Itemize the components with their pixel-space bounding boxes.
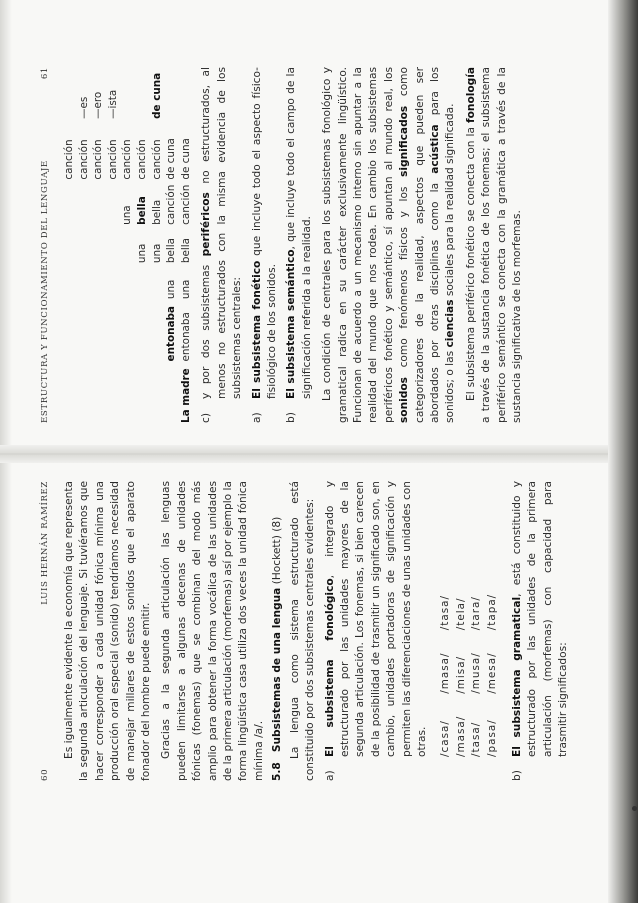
section-number: 5.8 bbox=[271, 762, 284, 781]
table-cell: /tara/ bbox=[470, 596, 483, 631]
item-body bbox=[323, 481, 431, 757]
item-label: a) bbox=[323, 770, 336, 781]
paragraph-second-articulation: Gracias a la segunda articulación las lenguas pueden limitarse a algunas decenas de unidades fónicas (fonemas) que se combinan del modo más amplio para obtener la forma vocálica de las unidades de la primera articulación (morfemas) así por ejemplo la forma lingüística casa utiliza dos veces la unidad fónica mínima /a/. bbox=[160, 481, 265, 781]
item-body bbox=[199, 67, 245, 399]
table-cell: /pasa/ bbox=[485, 719, 498, 757]
left-page-number: 60 bbox=[40, 768, 50, 781]
item-body bbox=[284, 67, 315, 399]
paragraph-central-condition: La condición de centrales para los subsistemas fonológico y gramatical radica en su carácter exclusivamente lingüístico. Funcionan de acuerdo a un mecanismo interno sin apuntar a la realidad del mundo que nos rodea. En cambio los subsistemas periféricos fonético y semántico, sí apuntan al mundo real, los sonidos como fenómenos físicos y los significados como categorizadores de la realidad, aspectos que pueden ser abordados por otras disciplinas como la acústica para los sonidos; o las ciencias sociales para la realidad significada. bbox=[321, 67, 457, 423]
item-text: no estructurados, al menos no estructurados con la misma evidencia de los subsistemas centrales: bbox=[200, 67, 244, 399]
item-text: , que incluye todo el campo de la significación referida a la realidad. bbox=[285, 67, 313, 399]
list-item-phonetic bbox=[250, 67, 281, 423]
table-row: una bella canción de cuna bbox=[150, 72, 163, 264]
right-page-header bbox=[38, 67, 54, 423]
bullet-mark bbox=[632, 806, 637, 811]
table-row: entonaba una bella canción de cuna bbox=[165, 138, 178, 362]
minimal-pairs-table bbox=[438, 572, 500, 757]
table-cell: /musa/ bbox=[470, 652, 483, 694]
table-row: una bella canción bbox=[135, 139, 148, 264]
left-running-head: LUIS HERNÁN RAMÍREZ bbox=[40, 481, 50, 605]
item-body bbox=[250, 67, 281, 399]
table-cell: /tasa/ bbox=[470, 721, 483, 757]
table-cell: /mesa/ bbox=[485, 652, 498, 694]
table-row: canción —ero bbox=[92, 91, 105, 180]
item-text: que incluye todo el aspecto físico-fisiológico de los sonidos. bbox=[250, 67, 278, 399]
list-item-phonological bbox=[323, 481, 431, 781]
term-grammatical: El subsistema gramatical bbox=[510, 596, 523, 757]
table-cell: /casa/ bbox=[439, 720, 452, 757]
item-label: b) bbox=[510, 770, 523, 781]
item-label: a) bbox=[250, 412, 263, 423]
item-body bbox=[510, 481, 572, 757]
table-cell: /tela/ bbox=[454, 597, 467, 631]
table-row: canción bbox=[63, 139, 75, 180]
right-running-head: ESTRUCTURA Y FUNCIONAMIENTO DEL LENGUAJE bbox=[40, 160, 50, 423]
section-title: Subsistemas de una lengua bbox=[271, 587, 284, 753]
list-item-peripheral bbox=[199, 67, 245, 423]
paragraph-subsystems-intro: La lengua como sistema estructurado está constituido por dos subsistemas centrales evidentes: bbox=[288, 481, 317, 781]
book-gutter bbox=[0, 445, 638, 463]
item-label: b) bbox=[285, 412, 298, 423]
table-row: La madre entonaba una bella canción de cuna bbox=[179, 138, 192, 423]
right-page bbox=[38, 67, 525, 423]
paragraph-economy: Es igualmente evidente la economía que representa la segunda articulación del lenguaje. Si tuviéramos que hacer corresponder a cada unidad fónica mínima una producción oral especial (sonido) tendríamos necesidad de manejar millares de estos sonidos que el aparato fonador del hombre puede emitir. bbox=[63, 481, 153, 781]
table-row bbox=[438, 572, 453, 757]
right-page-number: 61 bbox=[40, 67, 50, 80]
table-cell: /masa/ bbox=[454, 715, 467, 757]
table-cell: /masa/ bbox=[439, 652, 452, 694]
term-semantic: El subsistema semántico bbox=[285, 249, 298, 399]
table-row: una canción bbox=[121, 139, 134, 225]
item-label: c) bbox=[200, 413, 213, 423]
table-row bbox=[485, 572, 500, 757]
list-item-grammatical bbox=[510, 481, 572, 781]
list-item-semantic bbox=[284, 67, 315, 423]
item-text: y por dos subsistemas bbox=[200, 256, 213, 399]
table-cell: /tasa/ bbox=[439, 594, 452, 631]
item-text: , está constituido y estructurado por las unidades de la primera articulación (morfemas) con capacidad para trasmitir significados: bbox=[510, 481, 570, 757]
table-row bbox=[454, 572, 469, 757]
section-heading bbox=[270, 481, 285, 781]
term-peripheral: periféricos bbox=[200, 192, 213, 257]
paragraph-peripheral-connection: El subsistema periférico fonético se conecta con la fonología a través de la sustancia fonética de los fonemas; el subsistema periférico semántico se conecta con la gramática a través de la sustancia significativa de los morfemas. bbox=[464, 67, 524, 423]
term-phonetic: El subsistema fonético bbox=[250, 260, 263, 399]
table-row: canción —es bbox=[77, 96, 90, 180]
table-cell: /misa/ bbox=[454, 655, 467, 694]
morpheme-examples-table bbox=[62, 67, 193, 423]
table-row: canción —ista bbox=[106, 89, 119, 180]
left-page bbox=[38, 481, 572, 781]
term-phonological: El subsistema fonológico bbox=[323, 578, 336, 757]
section-reference: (Hockett) (8) bbox=[271, 516, 284, 585]
table-row bbox=[469, 572, 484, 757]
item-text: , integrado y estructurado por las unidades mayores de la segunda articulación. Los fonemas, si bien carecen de la posibilidad de trasmitir un significado son, en cambio, unidades portadoras de significación y permiten las diferenciaciones de unas unidades con otras. bbox=[323, 481, 428, 757]
left-page-header bbox=[38, 481, 54, 781]
page-bottom-edge bbox=[608, 0, 638, 903]
table-cell: /tapa/ bbox=[485, 593, 498, 631]
